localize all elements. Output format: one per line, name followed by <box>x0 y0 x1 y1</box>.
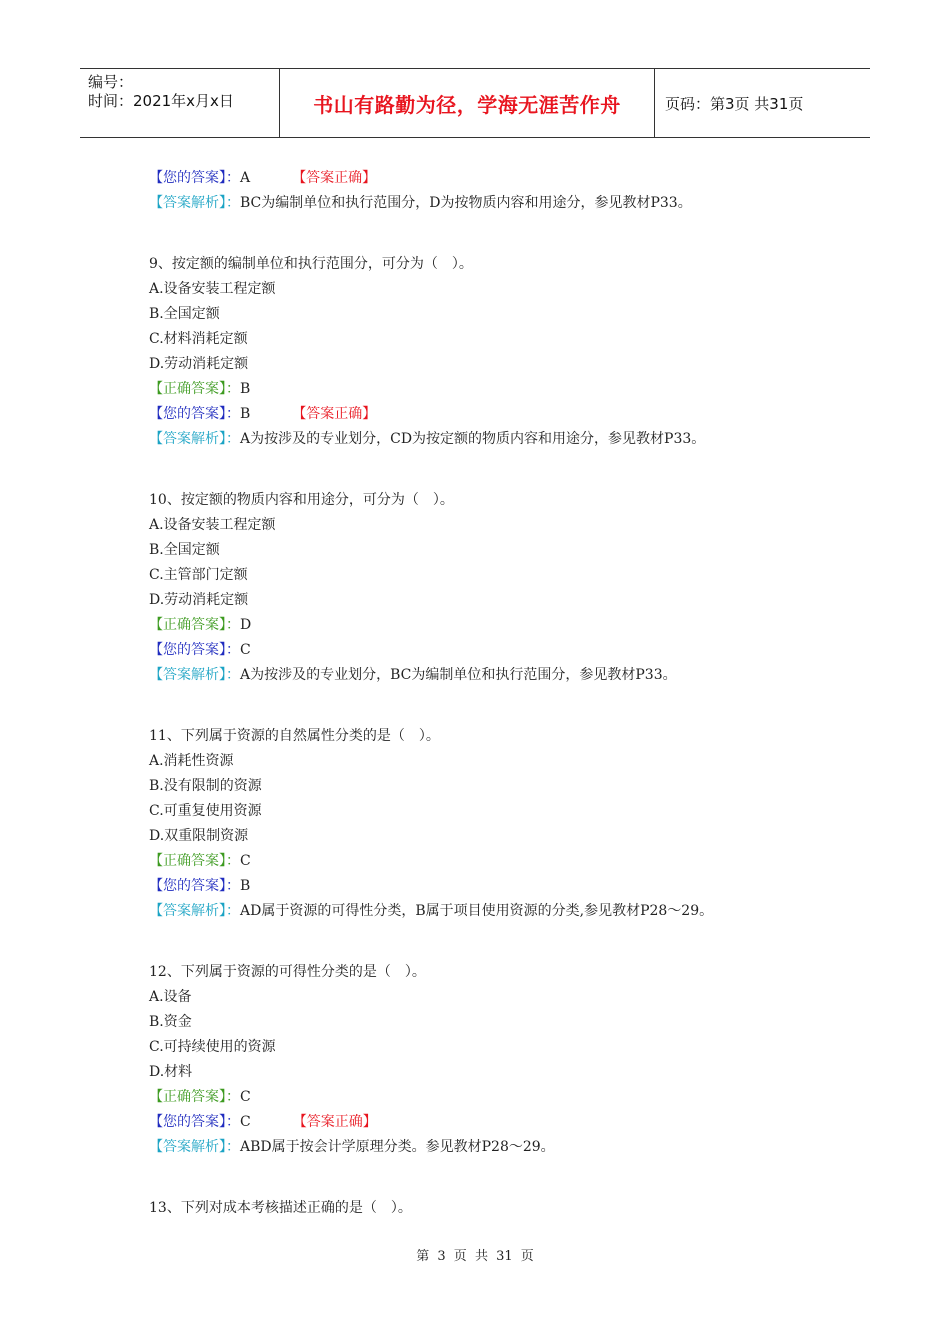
option: B.没有限制的资源 <box>149 778 262 794</box>
your-answer-label: 【您的答案】： <box>149 1114 240 1130</box>
option: A.消耗性资源 <box>149 753 234 769</box>
explanation-line <box>149 1135 869 1160</box>
explanation-label: 【答案解析】： <box>149 903 240 919</box>
option: C.材料消耗定额 <box>149 331 248 347</box>
question-stem: 11、下列属于资源的自然属性分类的是（ ）。 <box>149 728 440 744</box>
document-body <box>149 166 869 1221</box>
option: B.资金 <box>149 1014 192 1030</box>
answer-line <box>149 1110 869 1135</box>
option: B.全国定额 <box>149 306 220 322</box>
footer-ye: 页 <box>520 1249 534 1264</box>
correct-tag: 【答案正确】 <box>292 1114 377 1130</box>
option: C.主管部门定额 <box>149 567 248 583</box>
question-stem: 9、按定额的编制单位和执行范围分，可分为（ ）。 <box>149 256 473 272</box>
explanation-text: A为按涉及的专业划分，CD为按定额的物质内容和用途分，参见教材P33。 <box>240 431 706 447</box>
option: A.设备安装工程定额 <box>149 281 276 297</box>
explanation-label: 【答案解析】： <box>149 431 240 447</box>
explanation-label: 【答案解析】： <box>149 1139 240 1155</box>
option: B.全国定额 <box>149 542 220 558</box>
option: D.双重限制资源 <box>149 828 249 844</box>
header-meta <box>80 69 280 137</box>
answer-line <box>149 166 869 191</box>
explanation-line <box>149 191 869 216</box>
question-stem: 13、下列对成本考核描述正确的是（ ）。 <box>149 1200 412 1216</box>
page-footer <box>0 1245 950 1264</box>
your-answer-label: 【您的答案】： <box>149 406 240 422</box>
correct-answer-value: C <box>240 853 251 869</box>
option: D.劳动消耗定额 <box>149 592 249 608</box>
your-answer-value: B <box>240 878 251 894</box>
header-slogan: 书山有路勤为径，学海无涯苦作舟 <box>280 69 655 137</box>
explanation-text: A为按涉及的专业划分，BC为编制单位和执行范围分，参见教材P33。 <box>240 667 677 683</box>
option: A.设备安装工程定额 <box>149 517 276 533</box>
your-answer-value: C <box>240 1114 251 1130</box>
your-answer-value: C <box>240 642 251 658</box>
correct-answer-label: 【正确答案】： <box>149 1089 240 1105</box>
option: D.材料 <box>149 1064 193 1080</box>
answer-line <box>149 874 869 899</box>
your-answer-label: 【您的答案】： <box>149 170 240 186</box>
correct-answer-label: 【正确答案】： <box>149 853 240 869</box>
answer-line <box>149 402 869 427</box>
header-page-label: 页码：第3页 共31页 <box>665 94 804 113</box>
option: C.可持续使用的资源 <box>149 1039 276 1055</box>
explanation-label: 【答案解析】： <box>149 667 240 683</box>
correct-answer-line <box>149 849 869 874</box>
date-label: 时间：2021年x月x日 <box>88 92 234 110</box>
footer-di: 第 <box>416 1249 430 1264</box>
option: A.设备 <box>149 989 192 1005</box>
correct-answer-line <box>149 377 869 402</box>
correct-answer-label: 【正确答案】： <box>149 617 240 633</box>
footer-ye: 页 <box>453 1249 467 1264</box>
your-answer-label: 【您的答案】： <box>149 878 240 894</box>
question-stem: 10、按定额的物质内容和用途分，可分为（ ）。 <box>149 492 454 508</box>
correct-answer-value: D <box>240 617 252 633</box>
correct-answer-label: 【正确答案】： <box>149 381 240 397</box>
footer-gong: 共 <box>474 1249 488 1264</box>
explanation-label: 【答案解析】： <box>149 195 240 211</box>
correct-answer-value: B <box>240 381 251 397</box>
explanation-text: ABD属于按会计学原理分类。参见教材P28～29。 <box>240 1139 555 1155</box>
footer-total-pages: 31 <box>496 1249 513 1264</box>
correct-answer-value: C <box>240 1089 251 1105</box>
answer-line <box>149 638 869 663</box>
question-stem: 12、下列属于资源的可得性分类的是（ ）。 <box>149 964 426 980</box>
correct-answer-line <box>149 1085 869 1110</box>
explanation-text: BC为编制单位和执行范围分，D为按物质内容和用途分，参见教材P33。 <box>240 195 692 211</box>
your-answer-label: 【您的答案】： <box>149 642 240 658</box>
explanation-line <box>149 899 869 924</box>
your-answer-value: B <box>240 406 251 422</box>
correct-tag: 【答案正确】 <box>292 170 377 186</box>
correct-tag: 【答案正确】 <box>292 406 377 422</box>
page-header <box>80 68 870 138</box>
your-answer-value: A <box>240 170 251 186</box>
serial-label: 编号： <box>88 73 134 91</box>
explanation-line <box>149 663 869 688</box>
option: D.劳动消耗定额 <box>149 356 249 372</box>
explanation-text: AD属于资源的可得性分类，B属于项目使用资源的分类,参见教材P28～29。 <box>240 903 714 919</box>
correct-answer-line <box>149 613 869 638</box>
option: C.可重复使用资源 <box>149 803 262 819</box>
footer-page-number: 3 <box>437 1249 446 1264</box>
explanation-line <box>149 427 869 452</box>
